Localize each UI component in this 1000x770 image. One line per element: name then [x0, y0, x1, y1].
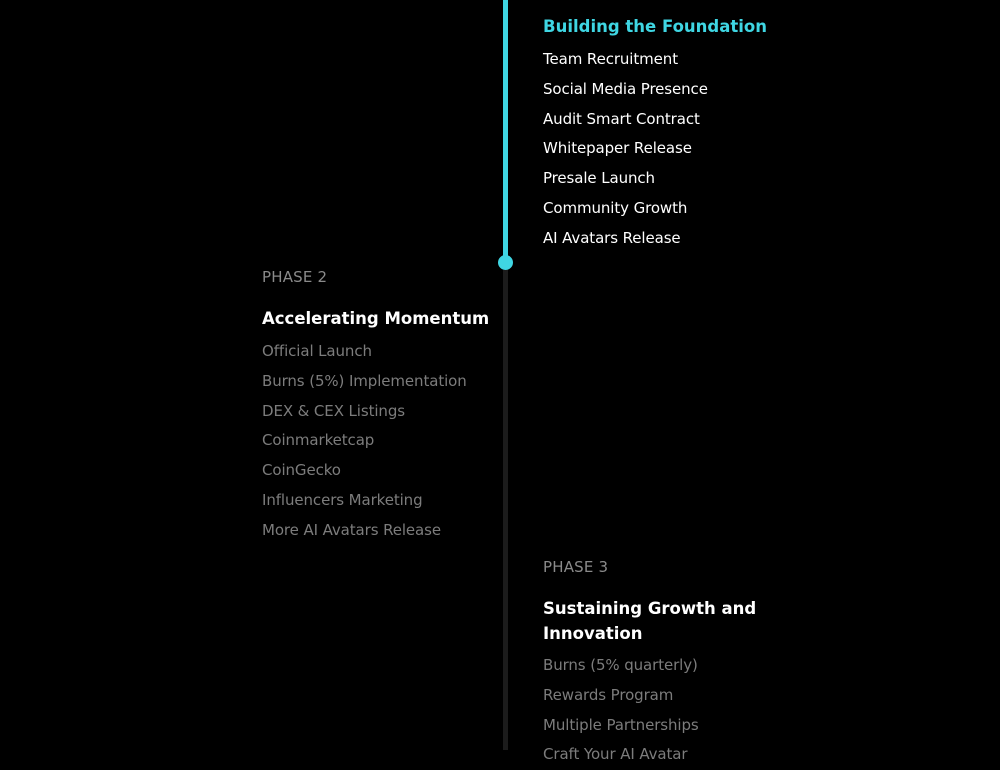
phase-1-item: Whitepaper Release: [543, 139, 692, 158]
phase-1-item: Audit Smart Contract: [543, 109, 700, 128]
phase-2-item: Burns (5%) Implementation: [262, 371, 467, 390]
phase-2-item: Influencers Marketing: [262, 490, 423, 509]
phase-1-item: Social Media Presence: [543, 79, 708, 98]
phase-1-item: Team Recruitment: [543, 50, 678, 68]
phase-2-label: PHASE 2: [262, 268, 328, 286]
phase-3-item: Rewards Program: [543, 685, 674, 704]
timeline-progress-bar: [503, 0, 508, 262]
phase-2-item: CoinGecko: [262, 461, 341, 480]
phase-1-item: AI Avatars Release: [543, 228, 681, 247]
phase-3-title: Sustaining Growth and Innovation: [543, 599, 757, 643]
phase-1-block: [543, 14, 843, 254]
phase-1-item-list: [543, 45, 843, 254]
phase-2-item-list: [262, 337, 492, 546]
phase-2-item: Coinmarketcap: [262, 431, 375, 450]
phase-3-item: Craft Your AI Avatar: [543, 745, 688, 764]
phase-3-block: [543, 558, 773, 770]
phase-2-item: DEX & CEX Listings: [262, 401, 405, 420]
phase-2-block: [262, 268, 492, 546]
phase-2-title: Accelerating Momentum: [262, 309, 490, 328]
phase-1-item: Presale Launch: [543, 169, 655, 188]
phase-2-item: Official Launch: [262, 342, 372, 360]
phase-2-item: More AI Avatars Release: [262, 520, 441, 539]
phase-3-label: PHASE 3: [543, 558, 609, 576]
phase-3-item-list: [543, 651, 773, 770]
phase-1-title: Building the Foundation: [543, 17, 767, 36]
phase-3-item: Multiple Partnerships: [543, 715, 699, 734]
phase-3-item: Burns (5% quarterly): [543, 656, 698, 674]
timeline-current-node: [498, 255, 513, 270]
phase-1-item: Community Growth: [543, 198, 688, 217]
